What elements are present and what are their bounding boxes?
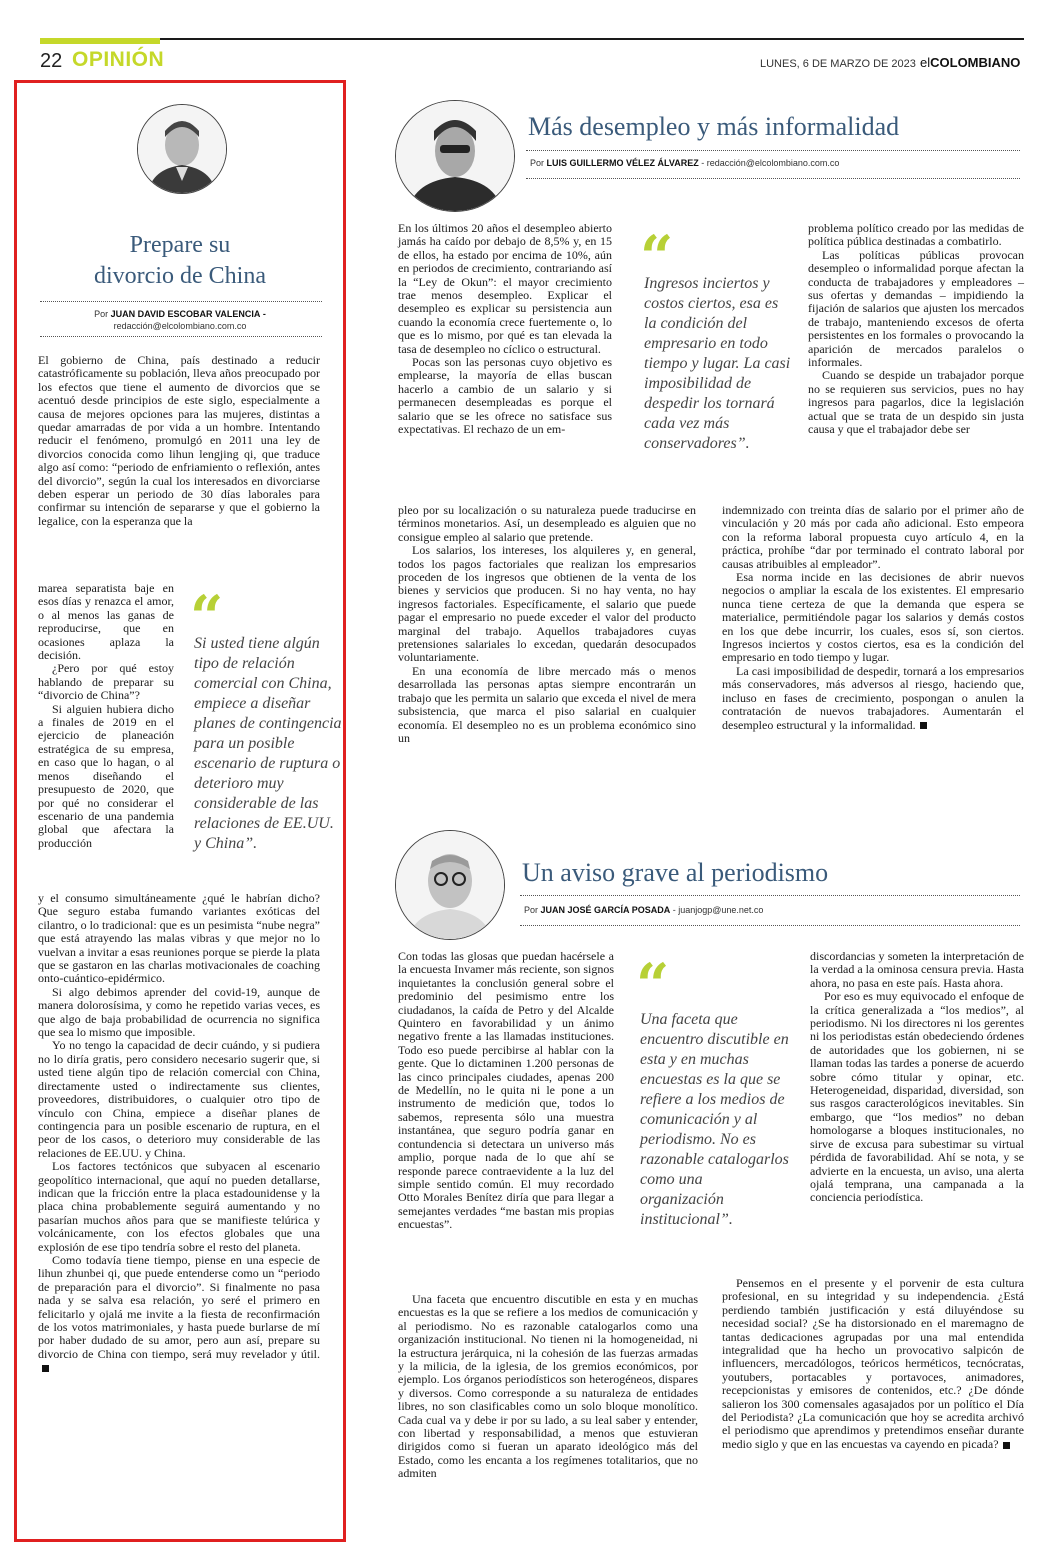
left-pull-quote: Si usted tiene algún tipo de relación comercial con China, empiece a diseñar planes de contingencia para un posible escenario de ruptura o deterioro muy considerable de las relaciones de EE.UU. y China”.	[194, 635, 342, 852]
left-article-title: Prepare su divorcio de China	[94, 232, 266, 289]
quote-mark-icon: “	[190, 583, 224, 651]
brand-logo: elCOLOMBIANO	[920, 55, 1021, 70]
bottom-body-wide: Una faceta que encuentro discutible en esta y en muchas encuestas es la que se refiere a los medios de comunicación y al periodismo. No es razonable catalogarlos como una organización institucional. No tienen ni la homogeneidad, ni la estructura jerárquica, ni la cohesión de las fuerzas armadas y la milicia, de la iglesia, de los gremios económicos, por ejemplo. Los órganos periodísticos son heterogéneos, dispares y diversos. Como corresponde a su naturaleza de entidades libres, no son clasificables como un solo bloque monolítico. Cada cual va y debe ir por su lado, a su leal saber y entender, con libertad y responsabilidad, a menos que estuvieran dirigidos como si fueran un aparato ideológico más del Estado, como les encanta a los regímenes totalitarios, que no admiten	[398, 1292, 698, 1481]
top-article-byline: Por LUIS GUILLERMO VÉLEZ ÁLVAREZ - redacción@elcolombiano.com.co	[530, 158, 840, 168]
author-photo-velez	[395, 100, 515, 212]
end-mark-icon	[1003, 1442, 1010, 1449]
author-photo-garcia	[395, 830, 505, 940]
portrait-icon	[396, 101, 514, 211]
bottom-body-col3-wide: Pensemos en el presente y el porvenir de esta cultura profesional, en su integridad y su independencia. ¿Está perdiendo también justificación y está diluyéndose su necesidad social? ¿Se ha distorsionado en el maremagno de tantas dedicaciones agrupadas por una mal entendida integralidad que ha hecho un provocativo salpicón de influencers, mercadólogos, teóricos herméticos, tecnócratas, youtubers, portacables y portavoces, animadores, recepcionistas y emisores de contenidos, etc.? ¿De dónde salieron los 300 comensales agasajados por un político el Día del Periodista? ¿La comunicación que hoy se acredita archivó el periodismo que aprendimos y pretendimos enseñar durante medio siglo y que en las encuestas va cayendo en picada?	[722, 1276, 1024, 1451]
left-body-top: El gobierno de China, país destinado a reducir catastróficamente su población, lleva años preocupado por los efectos que tiene el aumento de divorcios que se acentuó desde principios de este siglo, especialmente a causa de mejores opciones para las mujeres, distintas a quedar amarradas de por vida a un hombre. Intentando reducir el fenómeno, promulgó en 2011 una ley de divorcios conocida como lihun lengjing qi, que traduce algo así como: “periodo de enfriamiento o reflexión, antes del divorcio”, según la cual los interesados en divorciarse deben esperar un periodo de 30 días laborales para confirmar su intención de separarse y que el gobierno la legalice, con la esperanza que la	[38, 353, 320, 528]
byline-divider	[526, 178, 1020, 179]
left-body-bottom: y el consumo simultáneamente ¿qué le habrían dicho? Que seguro estaba fumando variantes exóticas del cilantro, o lo tradicional: que es un pesimista “nube negra” que está atrayendo las malas vibras y que mejor no lo vuelvan a invitar a esas reuniones porque se pierde la plata que se gastaron en las charlas motivacionales de coaching onto-cuántico-epidérmico. Si algo debimos aprender del covid-19, aunque de manera dolorosísima, y como he repetido varias veces, es que algo de baja probabilidad de ocurrencia no significa que sea lo mismo que imposible. Yo no tengo la capacidad de decir cuándo, y si pudiera no lo diría gratis, pero considero necesario sugerir que, si usted tiene algún tipo de relación comercial con China, directamente usted o indirectamente sus clientes, proveedores, distribuidores, o cualquier otro tipo de vínculo con China, empiece a diseñar planes de contingencia para un posible escenario de ruptura, en el peor de los casos, o deterioro muy considerable de las relaciones de EE.UU. y China. Los factores tectónicos que subyacen al escenario geopolítico internacional, que aquí no pueden detallarse, indican que la fricción entre la placa estadounidense y la placa china probablemente seguirá aumentando y no pasarían muchos años para que se manifieste telúrica y volcánicamente, con los efectos globales que una explosión de ese tipo tendría sobre el resto del planeta. Como todavía tiene tiempo, piense en una especie de lihun zhunbei qi, que puede entenderse como un “periodo de preparación para el divorcio”. Si finalmente no pasa nada y se salva esa relación, yo seré el primero en felicitarlo y ojalá me invite a la fiesta de reconfirmación de los votos matrimoniales, y hasta puede burlarse de mí por haber dudado de su amor, pero aun así, prepare su divorcio de China con tiempo, será muy revelador y útil.	[38, 892, 320, 1375]
top-body-wide: pleo por su localización o su naturaleza puede traducirse en términos monetarios. Así, un desempleado es alguien que no consigue empleo al salario que pretende. Los salarios, los intereses, los alquileres y, en general, todos los pagos factoriales que realizan los empresarios proceden de los ingresos que obtienen de la venta de los bienes y servicios que producen. Si no hay venta, no hay ingresos factoriales. Específicamente, el salario que puede pagar el empresario no puede exceder el valor del producto marginal del trabajo. Aquellos trabajadores cuyas pretensiones salariales lo excedan, quedarán desocupados voluntariamente. En una economía de libre mercado más o menos desarrollada las personas aptas siempre encontrarán un trabajo que les permita un salario que exceda el nivel de mera subsistencia, que marca el piso salarial en cualquier economía. El desempleo no es un problema económico sino un	[398, 503, 696, 745]
section-name: OPINIÓN	[72, 48, 165, 71]
bottom-article-byline: Por JUAN JOSÉ GARCÍA POSADA - juanjogp@une.net.co	[524, 905, 764, 915]
top-article-title: Más desempleo y más informalidad	[528, 112, 900, 141]
byline-divider	[520, 925, 1020, 926]
left-article-byline: Por JUAN DAVID ESCOBAR VALENCIA - redacción@elcolombiano.com.co	[94, 309, 266, 331]
header-rule	[40, 38, 1024, 40]
quote-mark-icon: “	[640, 223, 674, 291]
portrait-icon	[396, 831, 504, 939]
end-mark-icon	[920, 722, 927, 729]
page-number: 22	[40, 50, 63, 72]
top-pull-quote: Ingresos inciertos y costos ciertos, esa es la condición del empresario en todo tiempo y lugar. La casi imposibilidad de despedir los tornará cada vez más conservadores”.	[644, 275, 791, 452]
bottom-body-col3: discordancias y someten la interpretación de la verdad a la ominosa censura previa. Hasta ahora, no pasa en este país. Hasta ahora. Por eso es muy equivocado el enfoque de la crítica generalizada a “los medios”, al periodismo. Ni los directores ni los gerentes ni los periodistas están obedeciendo órdenes de autoridades que los gobiernen, ni se llaman todas las tardes a ponerse de acuerdo sobre cómo titular y opinar, etc. Heterogeneidad, disparidad, diversidad, son sus rasgos caracterológicos inevitables. Sin embargo, que “los medios” no deban homologarse a bloques institucionales, no sirve de excusa para subestimar su virtual pérdida de favorabilidad. Ahí se nota, y se advierte en la encuesta, un aviso, una alerta ojalá temprana, una campanada a la conciencia periodística.	[810, 949, 1024, 1205]
quote-mark-icon: “	[636, 951, 670, 1019]
bottom-pull-quote: Una faceta que encuentro discutible en esta y en muchas encuestas es la que se refiere a los medios de comunicación y al periodismo. No es razonable catalogarlos como una organización institucional”.	[640, 1011, 789, 1228]
left-body-narrow: marea separatista baje en esos días y renazca el amor, o al menos las ganas de reproducirse, que en ocasiones aplaza la decisión. ¿Pero por qué estoy hablando de preparar su “divorcio de China”? Si alguien hubiera dicho a finales de 2019 en el ejercicio de planeación estratégica de su empresa, en caso que lo hagan, o al menos diseñando el presupuesto de 2020, que por qué no considerar el escenario de una pandemia global que afectara la producción	[38, 581, 174, 850]
title-divider	[520, 895, 1020, 896]
top-body-col3-wide: indemnizado con treinta días de salario por el primer año de vinculación y 20 más por cada año adicional. Esto empeora con la reforma laboral propuesta cuyo artículo 4, en la práctica, prohíbe “dar por terminado el contrato laboral por causas atribuibles al empleador”. Esa norma incide en las decisiones de abrir nuevos negocios o ampliar la escala de los existentes. El empresario nunca tiene certeza de que la demanda que espera se materialice, permitiéndole pagar los salarios y demás costos en los que debe incurrir, los cuales, esos sí, son ciertos. Ingresos inciertos y costos ciertos, esa es la condición del empresario en todo tiempo y lugar. La casi imposibilidad de despedir, tornará a los empresarios más conservadores, más adversos al riesgo, haciendo que, incluso en fases de crecimiento, pospongan o anulen la contratación de nuevos trabajadores. Aumentarán el desempleo estructural y la informalidad.	[722, 503, 1024, 732]
issue-date: LUNES, 6 DE MARZO DE 2023	[760, 58, 916, 70]
bottom-body-col1: Con todas las glosas que puedan hacérsele a la encuesta Invamer más reciente, son signos inquietantes la conclusión general sobre el predominio del pesimismo entre los ciudadanos, la caída de Petro y del Alcalde Quintero en favorabilidad y un ánimo negativo frente a las llamadas instituciones. Todo eso puede percibirse al hablar con la gente. Que lo dictaminen 1.200 personas de las cinco principales ciudades, apenas 200 de Medellín, no le quita ni le pone a un instrumento de medición que, todos lo sabemos, representa sólo una muestra instantánea, que seguro podría ganar en contundencia si detectara un universo más amplio, porque nada de lo que ahí se responde parece contraevidente a la luz del simple sentido común. El muy recordado Otto Morales Benítez diría que para llegar a semejantes verdades “me bastan mis propias encuestas”.	[398, 949, 614, 1232]
top-body-col3: problema político creado por las medidas de política pública destinadas a combatirlo. Las políticas públicas provocan desempleo o informalidad porque afectan la conducta de trabajadores y empleadores – sus ofertas y demandas – impidiendo la fijación de salarios que ajusten los mercados de trabajo, manteniendo excesos de oferta persistentes en los formales o provocando la aparición de mercados paralelos o informales. Cuando se despide un trabajador porque no se requieren sus servicios, pues no hay ingresos para pagarlos, dice la legislación actual que se trata de un despido sin justa causa y que el trabajador debe ser	[808, 221, 1024, 437]
header-accent-bar	[40, 38, 160, 44]
author-photo-escobar	[137, 104, 227, 194]
end-mark-icon	[42, 1365, 49, 1372]
title-divider	[40, 301, 322, 302]
top-body-col1: En los últimos 20 años el desempleo abierto jamás ha caído por debajo de 8,5% y, en 15 de ellos, ha estado por encima de 10%, aún en periodos de crecimiento, contrariando así la “Ley de Okun”: el mayor crecimiento trae menos desempleo. Explicar el desempleo es explicar su persistencia aun cuando la economía crece fuertemente o, lo que es lo mismo, por qué es tan elevada la tasa de desempleo no cíclico o estructural. Pocas son las personas cuyo objetivo es emplearse, la mayoría de ellas buscan hacerlo a cambio de un salario y si permanecen desempleadas es porque el salario que se les ofrece no satisface sus expectativas. El rechazo de un em-	[398, 221, 612, 437]
portrait-icon	[138, 105, 226, 193]
bottom-article-title: Un aviso grave al periodismo	[522, 858, 829, 887]
byline-divider	[40, 336, 322, 337]
title-divider	[526, 150, 1020, 151]
